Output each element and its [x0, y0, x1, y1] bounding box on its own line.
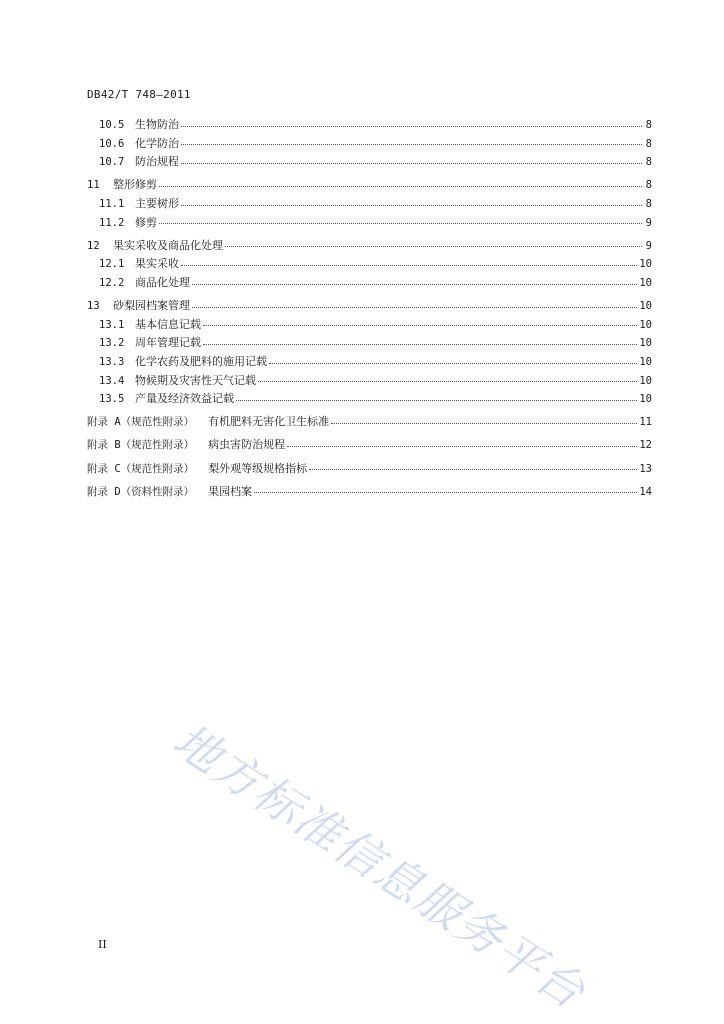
toc-entry-number: 13.3 — [99, 355, 125, 368]
toc-entry-title: 梨外观等级规格指标 — [208, 461, 308, 475]
toc-entry-page: 9 — [645, 216, 652, 229]
table-of-contents — [87, 116, 652, 501]
toc-entry-page: 10 — [639, 300, 652, 313]
toc-entry-page: 8 — [645, 197, 652, 210]
toc-entry-title: 病虫害防治规程 — [208, 438, 286, 452]
toc-dot-leader — [181, 125, 642, 127]
toc-dot-leader — [192, 283, 637, 285]
toc-entry-page: 8 — [645, 137, 652, 150]
toc-entry-title: 有机肥料无害化卫生标准 — [208, 415, 330, 429]
toc-entry-page: 9 — [645, 239, 652, 252]
toc-entry-number: 10.7 — [99, 156, 125, 169]
toc-dot-leader — [258, 380, 637, 382]
toc-entry[interactable] — [87, 390, 652, 409]
toc-dot-leader — [309, 468, 637, 470]
toc-dot-leader — [236, 399, 637, 401]
toc-entry[interactable] — [87, 195, 652, 214]
toc-dot-leader — [159, 185, 642, 187]
toc-entry-title: 生物防治 — [135, 118, 179, 131]
toc-entry-number: 附录 B（规范性附录） — [87, 439, 195, 452]
toc-dot-leader — [192, 306, 637, 308]
toc-entry-number: 10.5 — [99, 119, 125, 131]
toc-entry-number: 附录 D（资料性附录） — [87, 485, 195, 498]
toc-entry[interactable] — [87, 153, 652, 172]
toc-entry-title: 砂梨园档案管理 — [113, 299, 190, 313]
toc-entry-page: 10 — [639, 258, 652, 271]
toc-entry[interactable] — [87, 116, 652, 135]
toc-dot-leader — [159, 222, 642, 224]
toc-entry-page: 10 — [639, 276, 652, 289]
toc-dot-leader — [181, 204, 642, 206]
toc-entry-title: 果实采收及商品化处理 — [113, 238, 223, 252]
toc-entry-number: 12.2 — [99, 276, 125, 289]
toc-dot-leader — [181, 162, 642, 164]
toc-dot-leader — [269, 362, 637, 364]
toc-entry-number: 11.2 — [99, 216, 125, 229]
toc-dot-leader — [331, 422, 637, 424]
toc-entry-title: 修剪 — [135, 215, 157, 229]
toc-entry-page: 13 — [639, 462, 652, 475]
toc-entry-number: 10.6 — [99, 137, 125, 150]
toc-entry-title: 整形修剪 — [113, 178, 157, 192]
toc-entry-number: 13.5 — [99, 393, 125, 406]
toc-entry-title: 物候期及灾害性天气记载 — [135, 373, 256, 387]
toc-entry-title: 产量及经济效益记载 — [135, 392, 234, 406]
toc-entry-title: 防治规程 — [135, 155, 179, 169]
toc-entry-title: 基本信息记载 — [135, 317, 201, 331]
toc-dot-leader — [254, 491, 637, 493]
toc-entry-number: 13.1 — [99, 318, 125, 331]
toc-entry[interactable] — [87, 176, 652, 195]
toc-entry[interactable] — [87, 274, 652, 293]
toc-entry[interactable] — [87, 316, 652, 335]
toc-entry[interactable] — [87, 334, 652, 353]
toc-entry-page: 14 — [639, 485, 652, 498]
toc-entry-page: 10 — [639, 393, 652, 406]
toc-entry[interactable] — [87, 460, 652, 479]
toc-dot-leader — [181, 264, 637, 266]
toc-entry-page: 8 — [645, 156, 652, 169]
toc-entry[interactable] — [87, 372, 652, 391]
toc-entry[interactable] — [87, 135, 652, 154]
toc-entry-number: 13.2 — [99, 337, 125, 350]
toc-entry-page: 10 — [639, 374, 652, 387]
toc-entry-page: 12 — [639, 439, 652, 452]
toc-dot-leader — [203, 324, 637, 326]
toc-entry-number: 附录 C（规范性附录） — [87, 462, 195, 475]
toc-entry[interactable] — [87, 237, 652, 256]
toc-entry[interactable] — [87, 483, 652, 502]
toc-entry[interactable] — [87, 436, 652, 455]
toc-entry-page: 10 — [639, 318, 652, 331]
toc-entry-number: 12 — [87, 239, 100, 252]
toc-entry[interactable] — [87, 353, 652, 372]
toc-entry-page: 10 — [639, 337, 652, 350]
page-number-footer: II — [98, 938, 107, 951]
toc-entry-page: 10 — [639, 355, 652, 368]
toc-entry-title: 果实采收 — [135, 257, 179, 271]
toc-dot-leader — [287, 445, 637, 447]
toc-entry-title: 商品化处理 — [135, 275, 190, 289]
toc-entry-number: 附录 A（规范性附录） — [87, 416, 195, 429]
toc-entry[interactable] — [87, 255, 652, 274]
toc-entry-title: 周年管理记载 — [135, 336, 201, 350]
toc-entry-number: 12.1 — [99, 258, 125, 271]
toc-entry-page: 8 — [645, 119, 652, 131]
toc-entry-title: 主要树形 — [135, 196, 179, 210]
toc-entry[interactable] — [87, 297, 652, 316]
toc-entry-number: 11 — [87, 179, 100, 192]
watermark: 地方标准信息服务平台 — [163, 712, 596, 1020]
toc-entry-title: 果园档案 — [208, 484, 253, 498]
toc-entry-page: 11 — [639, 416, 652, 429]
toc-entry-title: 化学农药及肥料的施用记载 — [135, 354, 267, 368]
document-id-header: DB42/T 748—2011 — [87, 88, 191, 101]
toc-dot-leader — [203, 343, 637, 345]
toc-entry-number: 13.4 — [99, 374, 125, 387]
toc-entry[interactable] — [87, 413, 652, 432]
toc-entry-title: 化学防治 — [135, 136, 179, 150]
toc-dot-leader — [181, 143, 642, 145]
toc-entry[interactable] — [87, 214, 652, 233]
toc-entry-number: 11.1 — [99, 197, 125, 210]
toc-dot-leader — [225, 245, 642, 247]
toc-entry-page: 8 — [645, 179, 652, 192]
toc-entry-number: 13 — [87, 300, 100, 313]
